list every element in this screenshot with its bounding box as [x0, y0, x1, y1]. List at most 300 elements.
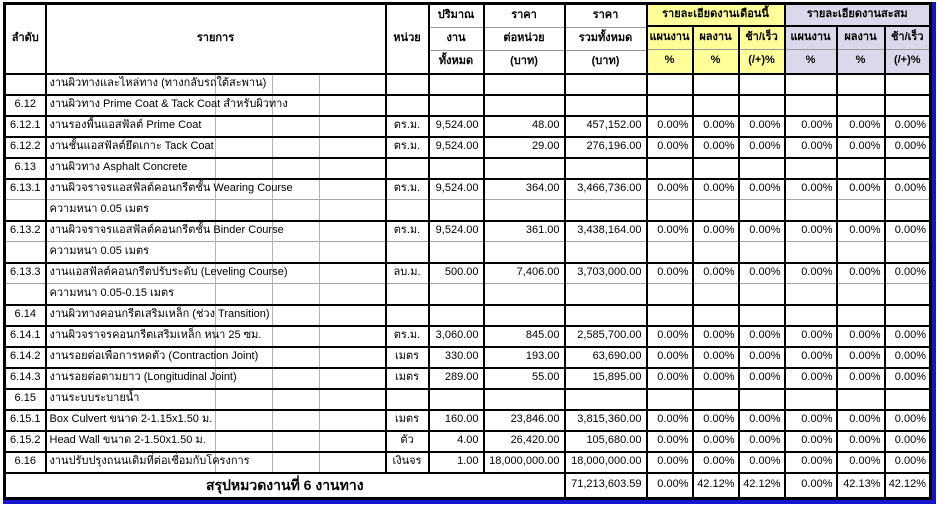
cell-month-actual[interactable] [693, 305, 739, 326]
cell-month-diff[interactable] [739, 74, 785, 95]
cell-month-plan[interactable]: 0.00% [647, 326, 693, 347]
cell-month-actual[interactable] [693, 95, 739, 116]
header-cum-actual-percent: % [838, 49, 884, 73]
cell-quantity[interactable] [429, 242, 484, 263]
cell-cum-actual[interactable]: 0.00% [837, 452, 885, 473]
cell-quantity[interactable] [429, 389, 484, 410]
cell-cum-plan[interactable] [785, 74, 837, 95]
cell-unit-price[interactable]: 7,406.00 [484, 263, 565, 284]
cell-item-no[interactable]: 6.12 [5, 95, 46, 116]
cell-cum-plan[interactable] [785, 389, 837, 410]
header-month-actual-lines [694, 27, 738, 73]
header-cum-actual[interactable] [837, 26, 885, 74]
header-row-groups [5, 4, 931, 26]
cell-cum-plan[interactable]: 0.00% [785, 116, 837, 137]
cell-item-no[interactable]: 6.14.3 [5, 368, 46, 389]
cell-cum-diff[interactable]: 0.00% [885, 347, 931, 368]
cell-month-plan[interactable]: 0.00% [647, 137, 693, 158]
table-row [5, 179, 931, 200]
header-cum-diff-lines [886, 27, 930, 73]
cell-unit[interactable]: เมตร [386, 368, 429, 389]
cell-month-diff[interactable]: 0.00% [739, 326, 785, 347]
cell-description[interactable]: Box Culvert ขนาด 2-1.15x1.50 ม. [46, 410, 386, 431]
cell-item-no[interactable]: 6.16 [5, 452, 46, 473]
cell-total-price[interactable]: 18,000,000.00 [565, 452, 647, 473]
table-row [5, 410, 931, 431]
table-row [5, 431, 931, 452]
cell-description[interactable]: งานผิวทางและไหล่ทาง (ทางกลับรถใต้สะพาน) [46, 74, 386, 95]
header-month-plan[interactable] [647, 26, 693, 74]
cell-cum-diff[interactable]: 0.00% [885, 116, 931, 137]
cell-cum-diff[interactable]: 0.00% [885, 137, 931, 158]
cell-total-price[interactable] [565, 74, 647, 95]
cell-unit[interactable] [386, 284, 429, 305]
header-unit-price-lines [485, 5, 564, 73]
cell-total-price[interactable] [565, 200, 647, 221]
cell-unit-price[interactable] [484, 389, 565, 410]
cell-unit[interactable] [386, 158, 429, 179]
cell-month-actual[interactable]: 0.00% [693, 221, 739, 242]
table-row [5, 95, 931, 116]
table-row [5, 137, 931, 158]
cell-unit-price[interactable] [484, 200, 565, 221]
cell-month-actual[interactable]: 0.00% [693, 116, 739, 137]
header-cum-plan-label: แผนงาน [790, 30, 831, 43]
cell-cum-diff[interactable] [885, 95, 931, 116]
cell-unit-price[interactable]: 193.00 [484, 347, 565, 368]
cell-item-no[interactable]: 6.14.1 [5, 326, 46, 347]
cell-item-no[interactable]: 6.12.1 [5, 116, 46, 137]
header-cum-plan[interactable] [785, 26, 837, 74]
cell-cum-actual[interactable]: 0.00% [837, 326, 885, 347]
cell-unit-price[interactable]: 18,000,000.00 [484, 452, 565, 473]
header-unit-price-line1: ราคา [511, 9, 537, 22]
cell-unit[interactable]: ลบ.ม. [386, 263, 429, 284]
cell-month-plan[interactable] [647, 284, 693, 305]
cell-cum-actual[interactable] [837, 74, 885, 95]
cell-month-diff[interactable] [739, 284, 785, 305]
cell-cum-plan[interactable] [785, 200, 837, 221]
page-break-frame [3, 2, 936, 504]
header-month-diff-percent: (/+)% [740, 49, 784, 73]
cell-unit[interactable] [386, 389, 429, 410]
cell-month-plan[interactable] [647, 389, 693, 410]
cell-cum-diff[interactable]: 0.00% [885, 431, 931, 452]
cell-quantity[interactable] [429, 200, 484, 221]
cell-total-price[interactable]: 2,585,700.00 [565, 326, 647, 347]
cell-total-price[interactable]: 3,438,164.00 [565, 221, 647, 242]
cell-description[interactable]: งานระบบระบายน้ำ [46, 389, 386, 410]
summary-cum-diff[interactable]: 42.12% [885, 473, 931, 499]
cell-description[interactable]: งานปรับปรุงถนนเดิมที่ต่อเชื่อมกับโครงการ [46, 452, 386, 473]
cell-quantity[interactable] [429, 158, 484, 179]
cell-item-no[interactable] [5, 200, 46, 221]
cell-cum-plan[interactable] [785, 305, 837, 326]
cell-quantity[interactable] [429, 305, 484, 326]
cell-month-actual[interactable]: 0.00% [693, 347, 739, 368]
cell-quantity[interactable]: 4.00 [429, 431, 484, 452]
cell-cum-actual[interactable] [837, 305, 885, 326]
header-cum-actual-label: ผลงาน [844, 30, 877, 43]
cell-month-diff[interactable]: 0.00% [739, 179, 785, 200]
cell-total-price[interactable] [565, 284, 647, 305]
table-row [5, 452, 931, 473]
cell-month-plan[interactable] [647, 242, 693, 263]
header-unit-price-line3: (บาท) [485, 50, 564, 73]
cell-month-actual[interactable]: 0.00% [693, 326, 739, 347]
cell-cum-diff[interactable] [885, 200, 931, 221]
cell-month-plan[interactable] [647, 95, 693, 116]
cell-cum-diff[interactable] [885, 158, 931, 179]
cell-month-diff[interactable]: 0.00% [739, 263, 785, 284]
cell-cum-diff[interactable] [885, 305, 931, 326]
table-row [5, 158, 931, 179]
table-row [5, 263, 931, 284]
cell-unit[interactable]: เงินจร [386, 452, 429, 473]
cell-cum-diff[interactable]: 0.00% [885, 452, 931, 473]
cell-month-plan[interactable]: 0.00% [647, 221, 693, 242]
cell-total-price[interactable]: 276,196.00 [565, 137, 647, 158]
cell-month-actual[interactable]: 0.00% [693, 263, 739, 284]
table-row [5, 284, 931, 305]
cell-quantity[interactable]: 160.00 [429, 410, 484, 431]
cell-cum-actual[interactable]: 0.00% [837, 116, 885, 137]
header-total-price-line1: ราคา [592, 9, 619, 22]
cell-unit[interactable]: ตร.ม. [386, 179, 429, 200]
cell-cum-plan[interactable]: 0.00% [785, 326, 837, 347]
summary-month-plan[interactable]: 0.00% [647, 473, 693, 499]
cell-month-diff[interactable]: 0.00% [739, 347, 785, 368]
summary-month-actual[interactable]: 42.12% [693, 473, 739, 499]
header-month-diff[interactable] [739, 26, 785, 74]
cell-quantity[interactable] [429, 95, 484, 116]
summary-cum-actual[interactable]: 42.13% [837, 473, 885, 499]
cell-description[interactable]: Head Wall ขนาด 2-1.50x1.50 ม. [46, 431, 386, 452]
cell-month-plan[interactable] [647, 158, 693, 179]
cell-cum-plan[interactable]: 0.00% [785, 137, 837, 158]
cell-cum-actual[interactable]: 0.00% [837, 263, 885, 284]
cell-cum-actual[interactable] [837, 200, 885, 221]
cell-month-plan[interactable]: 0.00% [647, 452, 693, 473]
cell-cum-plan[interactable] [785, 95, 837, 116]
cell-month-actual[interactable] [693, 284, 739, 305]
cell-cum-actual[interactable]: 0.00% [837, 368, 885, 389]
cell-cum-plan[interactable]: 0.00% [785, 347, 837, 368]
cell-item-no[interactable]: 6.14 [5, 305, 46, 326]
cell-month-diff[interactable]: 0.00% [739, 452, 785, 473]
cell-unit-price[interactable] [484, 158, 565, 179]
cell-total-price[interactable]: 3,466,736.00 [565, 179, 647, 200]
cell-month-diff[interactable]: 0.00% [739, 431, 785, 452]
cell-cum-plan[interactable]: 0.00% [785, 179, 837, 200]
cell-total-price[interactable] [565, 95, 647, 116]
cell-month-diff[interactable]: 0.00% [739, 368, 785, 389]
cell-item-no[interactable] [5, 74, 46, 95]
table-row [5, 326, 931, 347]
header-cum-plan-percent: % [786, 49, 836, 73]
cell-unit[interactable]: ตัว [386, 431, 429, 452]
header-month-plan-percent: % [648, 49, 692, 73]
cell-description[interactable]: งานผิวจราจรแอสฟัลต์คอนกรีตชั้น Binder Course [46, 221, 386, 242]
summary-total-price[interactable]: 71,213,603.59 [565, 473, 647, 499]
cell-month-plan[interactable]: 0.00% [647, 431, 693, 452]
cell-unit-price[interactable]: 23,846.00 [484, 410, 565, 431]
cell-description[interactable]: ความหนา 0.05-0.15 เมตร [46, 284, 386, 305]
cell-unit[interactable] [386, 305, 429, 326]
cell-unit-price[interactable]: 845.00 [484, 326, 565, 347]
cell-month-plan[interactable]: 0.00% [647, 410, 693, 431]
cell-month-diff[interactable] [739, 242, 785, 263]
cell-cum-diff[interactable]: 0.00% [885, 368, 931, 389]
cell-unit[interactable]: ตร.ม. [386, 137, 429, 158]
cell-description[interactable]: งานผิวจราจรแอสฟัลต์คอนกรีตชั้น Wearing Course [46, 179, 386, 200]
table-row [5, 116, 931, 137]
cell-quantity[interactable]: 9,524.00 [429, 137, 484, 158]
header-quantity-line3: ทั้งหมด [430, 50, 483, 73]
cell-unit[interactable] [386, 95, 429, 116]
cell-month-plan[interactable]: 0.00% [647, 347, 693, 368]
cell-quantity[interactable] [429, 284, 484, 305]
cell-unit[interactable] [386, 242, 429, 263]
cell-month-diff[interactable] [739, 158, 785, 179]
cell-total-price[interactable]: 3,703,000.00 [565, 263, 647, 284]
cell-cum-actual[interactable]: 0.00% [837, 410, 885, 431]
cell-month-diff[interactable] [739, 305, 785, 326]
cell-month-actual[interactable]: 0.00% [693, 137, 739, 158]
cell-item-no[interactable]: 6.14.2 [5, 347, 46, 368]
cell-month-diff[interactable] [739, 95, 785, 116]
cell-cum-plan[interactable]: 0.00% [785, 452, 837, 473]
cell-cum-plan[interactable]: 0.00% [785, 221, 837, 242]
table-row [5, 389, 931, 410]
cell-item-no[interactable]: 6.15 [5, 389, 46, 410]
cell-unit[interactable]: ตร.ม. [386, 326, 429, 347]
cell-description[interactable]: งานผิวทางคอนกรีตเสริมเหล็ก (ช่วง Transition) [46, 305, 386, 326]
cell-month-plan[interactable] [647, 305, 693, 326]
summary-cum-plan[interactable]: 0.00% [785, 473, 837, 499]
cell-cum-actual[interactable] [837, 242, 885, 263]
cell-item-no[interactable]: 6.12.2 [5, 137, 46, 158]
cell-description[interactable]: งานผิวจราจรคอนกรีตเสริมเหล็ก หนา 25 ซม. [46, 326, 386, 347]
cell-unit[interactable] [386, 74, 429, 95]
cell-unit[interactable]: ตร.ม. [386, 116, 429, 137]
cell-cum-diff[interactable] [885, 389, 931, 410]
cell-month-diff[interactable] [739, 389, 785, 410]
header-month-diff-lines [740, 27, 784, 73]
cell-cum-diff[interactable]: 0.00% [885, 410, 931, 431]
cell-month-diff[interactable] [739, 200, 785, 221]
cell-item-no[interactable]: 6.13.1 [5, 179, 46, 200]
cell-month-actual[interactable]: 0.00% [693, 410, 739, 431]
cell-unit-price[interactable] [484, 95, 565, 116]
cell-month-plan[interactable] [647, 74, 693, 95]
cell-cum-diff[interactable]: 0.00% [885, 263, 931, 284]
cell-quantity[interactable]: 9,524.00 [429, 116, 484, 137]
cell-cum-actual[interactable]: 0.00% [837, 137, 885, 158]
header-quantity[interactable] [429, 4, 484, 74]
cell-item-no[interactable]: 6.15.1 [5, 410, 46, 431]
cell-unit[interactable]: ตร.ม. [386, 221, 429, 242]
cell-unit[interactable]: เมตร [386, 410, 429, 431]
header-unit[interactable]: หน่วย [386, 4, 429, 74]
header-cum-plan-lines [786, 27, 836, 73]
cell-description[interactable]: งานรองพื้นแอสฟัลต์ Prime Coat [46, 116, 386, 137]
cell-month-plan[interactable]: 0.00% [647, 179, 693, 200]
header-group-cumulative[interactable]: รายละเอียดงานสะสม [785, 4, 931, 26]
cell-month-actual[interactable]: 0.00% [693, 431, 739, 452]
cell-cum-actual[interactable]: 0.00% [837, 179, 885, 200]
header-month-actual-label: ผลงาน [699, 30, 732, 43]
cell-cum-diff[interactable] [885, 284, 931, 305]
cell-month-plan[interactable]: 0.00% [647, 263, 693, 284]
cell-description[interactable]: ความหนา 0.05 เมตร [46, 242, 386, 263]
cell-description[interactable]: งานรอยต่อเพื่อการหดตัว (Contraction Joint) [46, 347, 386, 368]
table-body [5, 74, 931, 473]
cell-unit-price[interactable]: 55.00 [484, 368, 565, 389]
cell-month-actual[interactable]: 0.00% [693, 452, 739, 473]
cell-unit-price[interactable] [484, 74, 565, 95]
cell-cum-diff[interactable]: 0.00% [885, 221, 931, 242]
table-row [5, 221, 931, 242]
cell-item-no[interactable]: 6.15.2 [5, 431, 46, 452]
table-header [5, 4, 931, 74]
cell-description[interactable]: งานผิวทาง Prime Coat & Tack Coat สำหรับผิวทาง [46, 95, 386, 116]
header-unit-price-line2: ต่อหน่วย [485, 27, 564, 50]
header-cum-actual-lines [838, 27, 884, 73]
boq-table [3, 2, 932, 500]
cell-unit-price[interactable]: 361.00 [484, 221, 565, 242]
header-cum-diff-percent: (/+)% [886, 49, 930, 73]
cell-total-price[interactable]: 63,690.00 [565, 347, 647, 368]
cell-quantity[interactable]: 3,060.00 [429, 326, 484, 347]
cell-item-no[interactable] [5, 242, 46, 263]
table-row [5, 200, 931, 221]
cell-month-actual[interactable]: 0.00% [693, 368, 739, 389]
cell-cum-actual[interactable]: 0.00% [837, 431, 885, 452]
cell-month-diff[interactable]: 0.00% [739, 221, 785, 242]
cell-month-plan[interactable]: 0.00% [647, 116, 693, 137]
table-row [5, 74, 931, 95]
cell-cum-plan[interactable] [785, 242, 837, 263]
header-cum-diff[interactable] [885, 26, 931, 74]
table-row [5, 242, 931, 263]
cell-quantity[interactable]: 9,524.00 [429, 221, 484, 242]
cell-unit-price[interactable]: 29.00 [484, 137, 565, 158]
cell-total-price[interactable] [565, 305, 647, 326]
cell-month-plan[interactable]: 0.00% [647, 368, 693, 389]
cell-quantity[interactable]: 289.00 [429, 368, 484, 389]
cell-cum-actual[interactable] [837, 389, 885, 410]
header-quantity-line1: ปริมาณ [437, 9, 475, 22]
header-total-price-line3: (บาท) [566, 50, 646, 73]
header-cum-diff-label: ช้า/เร็ว [890, 30, 924, 43]
cell-description[interactable]: งานชั้นแอสฟัลต์ยึดเกาะ Tack Coat [46, 137, 386, 158]
cell-description[interactable]: งานผิวทาง Asphalt Concrete [46, 158, 386, 179]
cell-unit-price[interactable]: 26,420.00 [484, 431, 565, 452]
cell-total-price[interactable]: 105,680.00 [565, 431, 647, 452]
header-month-actual-percent: % [694, 49, 738, 73]
cell-cum-diff[interactable] [885, 242, 931, 263]
cell-description[interactable]: งานรอยต่อตามยาว (Longitudinal Joint) [46, 368, 386, 389]
cell-unit-price[interactable] [484, 305, 565, 326]
cell-total-price[interactable]: 3,815,360.00 [565, 410, 647, 431]
cell-month-actual[interactable] [693, 74, 739, 95]
header-item-no[interactable]: ลำดับ [5, 4, 46, 74]
header-total-price-lines [566, 5, 646, 73]
header-month-plan-label: แผนงาน [649, 30, 690, 43]
summary-month-diff[interactable]: 42.12% [739, 473, 785, 499]
header-month-actual[interactable] [693, 26, 739, 74]
cell-item-no[interactable]: 6.13.2 [5, 221, 46, 242]
cell-quantity[interactable]: 9,524.00 [429, 179, 484, 200]
header-total-price[interactable] [565, 4, 647, 74]
cell-item-no[interactable] [5, 284, 46, 305]
cell-total-price[interactable] [565, 242, 647, 263]
cell-unit-price[interactable] [484, 242, 565, 263]
cell-quantity[interactable]: 500.00 [429, 263, 484, 284]
cell-quantity[interactable]: 1.00 [429, 452, 484, 473]
summary-row [5, 473, 931, 499]
cell-cum-plan[interactable] [785, 284, 837, 305]
cell-cum-diff[interactable]: 0.00% [885, 326, 931, 347]
cell-unit[interactable]: เมตร [386, 347, 429, 368]
cell-description[interactable]: ความหนา 0.05 เมตร [46, 200, 386, 221]
cell-month-plan[interactable] [647, 200, 693, 221]
cell-cum-plan[interactable]: 0.00% [785, 263, 837, 284]
cell-month-actual[interactable] [693, 158, 739, 179]
cell-unit-price[interactable]: 364.00 [484, 179, 565, 200]
cell-month-diff[interactable]: 0.00% [739, 410, 785, 431]
cell-quantity[interactable]: 330.00 [429, 347, 484, 368]
cell-cum-actual[interactable]: 0.00% [837, 347, 885, 368]
cell-item-no[interactable]: 6.13 [5, 158, 46, 179]
header-description[interactable]: รายการ [46, 4, 386, 74]
cell-unit-price[interactable] [484, 284, 565, 305]
cell-month-actual[interactable]: 0.00% [693, 179, 739, 200]
header-group-this-month[interactable]: รายละเอียดงานเดือนนี้ [647, 4, 785, 26]
cell-cum-plan[interactable] [785, 158, 837, 179]
cell-month-diff[interactable]: 0.00% [739, 116, 785, 137]
cell-cum-diff[interactable] [885, 74, 931, 95]
table-row [5, 305, 931, 326]
cell-cum-actual[interactable] [837, 95, 885, 116]
cell-month-diff[interactable]: 0.00% [739, 137, 785, 158]
cell-month-actual[interactable] [693, 389, 739, 410]
table-row [5, 347, 931, 368]
cell-item-no[interactable]: 6.13.3 [5, 263, 46, 284]
cell-unit-price[interactable]: 48.00 [484, 116, 565, 137]
cell-unit[interactable] [386, 200, 429, 221]
cell-cum-actual[interactable] [837, 284, 885, 305]
cell-cum-plan[interactable]: 0.00% [785, 431, 837, 452]
cell-month-actual[interactable] [693, 242, 739, 263]
table-row [5, 368, 931, 389]
cell-cum-plan[interactable]: 0.00% [785, 410, 837, 431]
cell-cum-actual[interactable] [837, 158, 885, 179]
header-unit-price[interactable] [484, 4, 565, 74]
cell-total-price[interactable] [565, 389, 647, 410]
cell-total-price[interactable] [565, 158, 647, 179]
cell-cum-actual[interactable]: 0.00% [837, 221, 885, 242]
cell-total-price[interactable]: 457,152.00 [565, 116, 647, 137]
summary-label[interactable]: สรุปหมวดงานที่ 6 งานทาง [5, 473, 565, 499]
cell-month-actual[interactable] [693, 200, 739, 221]
cell-cum-plan[interactable]: 0.00% [785, 368, 837, 389]
cell-description[interactable]: งานแอสฟัลต์คอนกรีตปรับระดับ (Leveling Course) [46, 263, 386, 284]
cell-quantity[interactable] [429, 74, 484, 95]
cell-cum-diff[interactable]: 0.00% [885, 179, 931, 200]
cell-total-price[interactable]: 15,895.00 [565, 368, 647, 389]
